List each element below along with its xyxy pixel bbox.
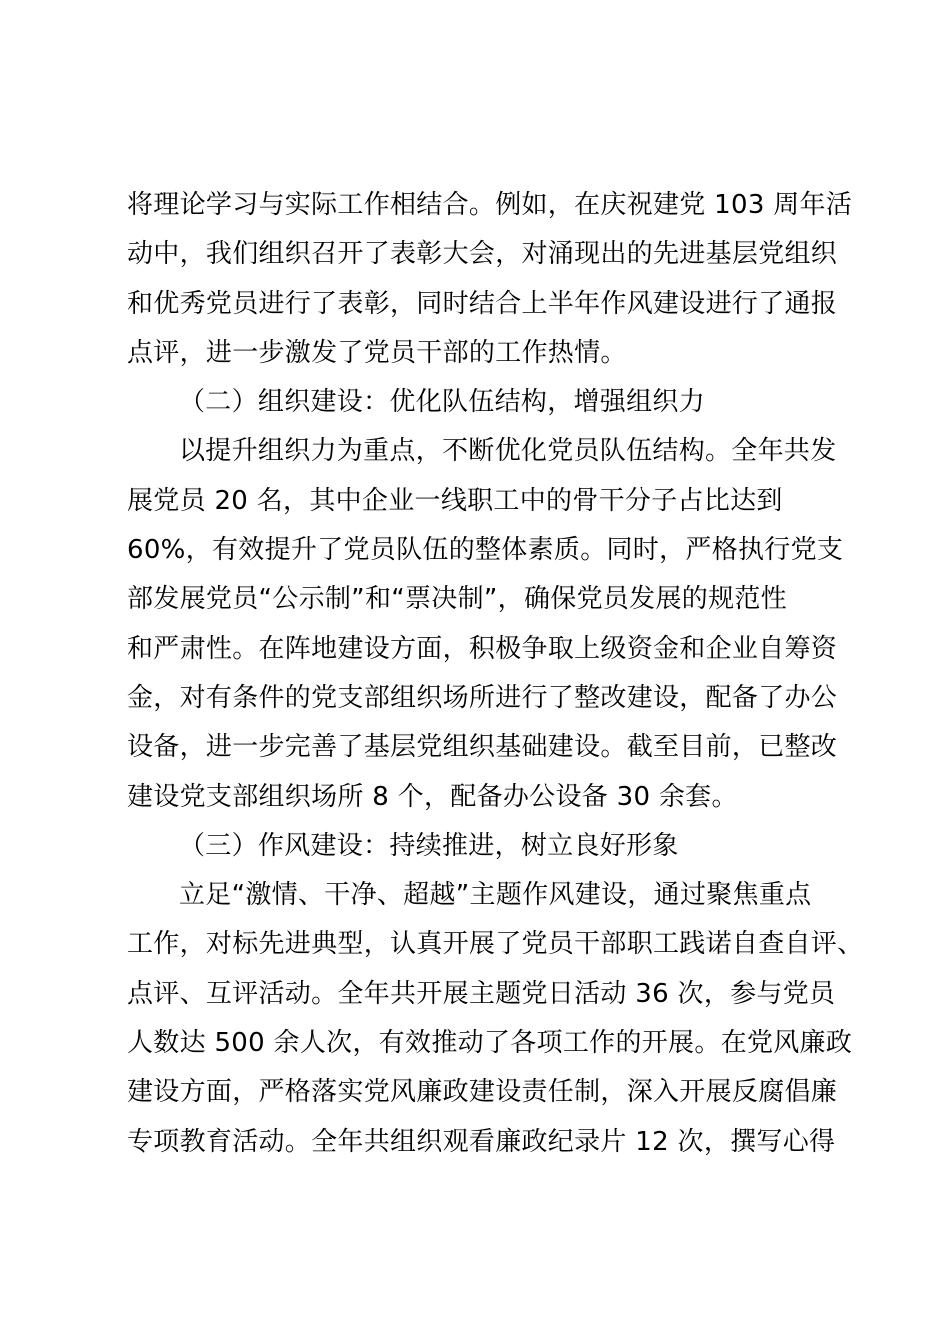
text-line: 部发展党员“公示制”和“票决制”，确保党员发展的规范性 — [127, 584, 787, 615]
text-line: 人数达 500 余人次，有效推动了各项工作的开展。在党风廉政 — [127, 1028, 853, 1059]
text-line: 60%，有效提升了党员队伍的整体素质。同时，严格执行党支 — [127, 535, 844, 566]
text-line: 金，对有条件的党支部组织场所进行了整改建设，配备了办公 — [127, 682, 838, 713]
text-line: 建设方面，严格落实党风廉政建设责任制，深入开展反腐倡廉 — [127, 1077, 838, 1108]
text-line: 点评、互评活动。全年共开展主题党日活动 36 次，参与党员 — [127, 978, 836, 1009]
text-line: 点评，进一步激发了党员干部的工作热情。 — [127, 337, 627, 368]
text-line: 和优秀党员进行了表彰，同时结合上半年作风建设进行了通报 — [127, 288, 838, 319]
text-line: 设备，进一步完善了基层党组织基础建设。截至目前，已整改 — [127, 732, 838, 763]
text-line: 动中，我们组织召开了表彰大会，对涌现出的先进基层党组织 — [127, 239, 838, 270]
text-line: 建设党支部组织场所 8 个，配备办公设备 30 余套。 — [127, 781, 738, 812]
text-line: 展党员 20 名，其中企业一线职工中的骨干分子占比达到 — [127, 485, 783, 516]
text-line: 将理论学习与实际工作相结合。例如，在庆祝建党 103 周年活 — [127, 190, 853, 220]
text-line: 专项教育活动。全年共组织观看廉政纪录片 12 次，撰写心得 — [127, 1126, 836, 1157]
section-heading-2: （二）组织建设：优化队伍结构，增强组织力 — [179, 387, 706, 418]
text-line: 工作，对标先进典型，认真开展了党员干部职工践诺自查自评、 — [127, 929, 864, 960]
text-line: 立足“激情、干净、超越”主题作风建设，通过聚焦重点 — [179, 880, 812, 911]
document-body — [127, 181, 864, 1167]
section-heading-3: （三）作风建设：持续推进，树立良好形象 — [179, 830, 679, 861]
text-line: 和严肃性。在阵地建设方面，积极争取上级资金和企业自筹资 — [127, 633, 838, 664]
text-line: 以提升组织力为重点，不断优化党员队伍结构。全年共发 — [179, 436, 837, 467]
